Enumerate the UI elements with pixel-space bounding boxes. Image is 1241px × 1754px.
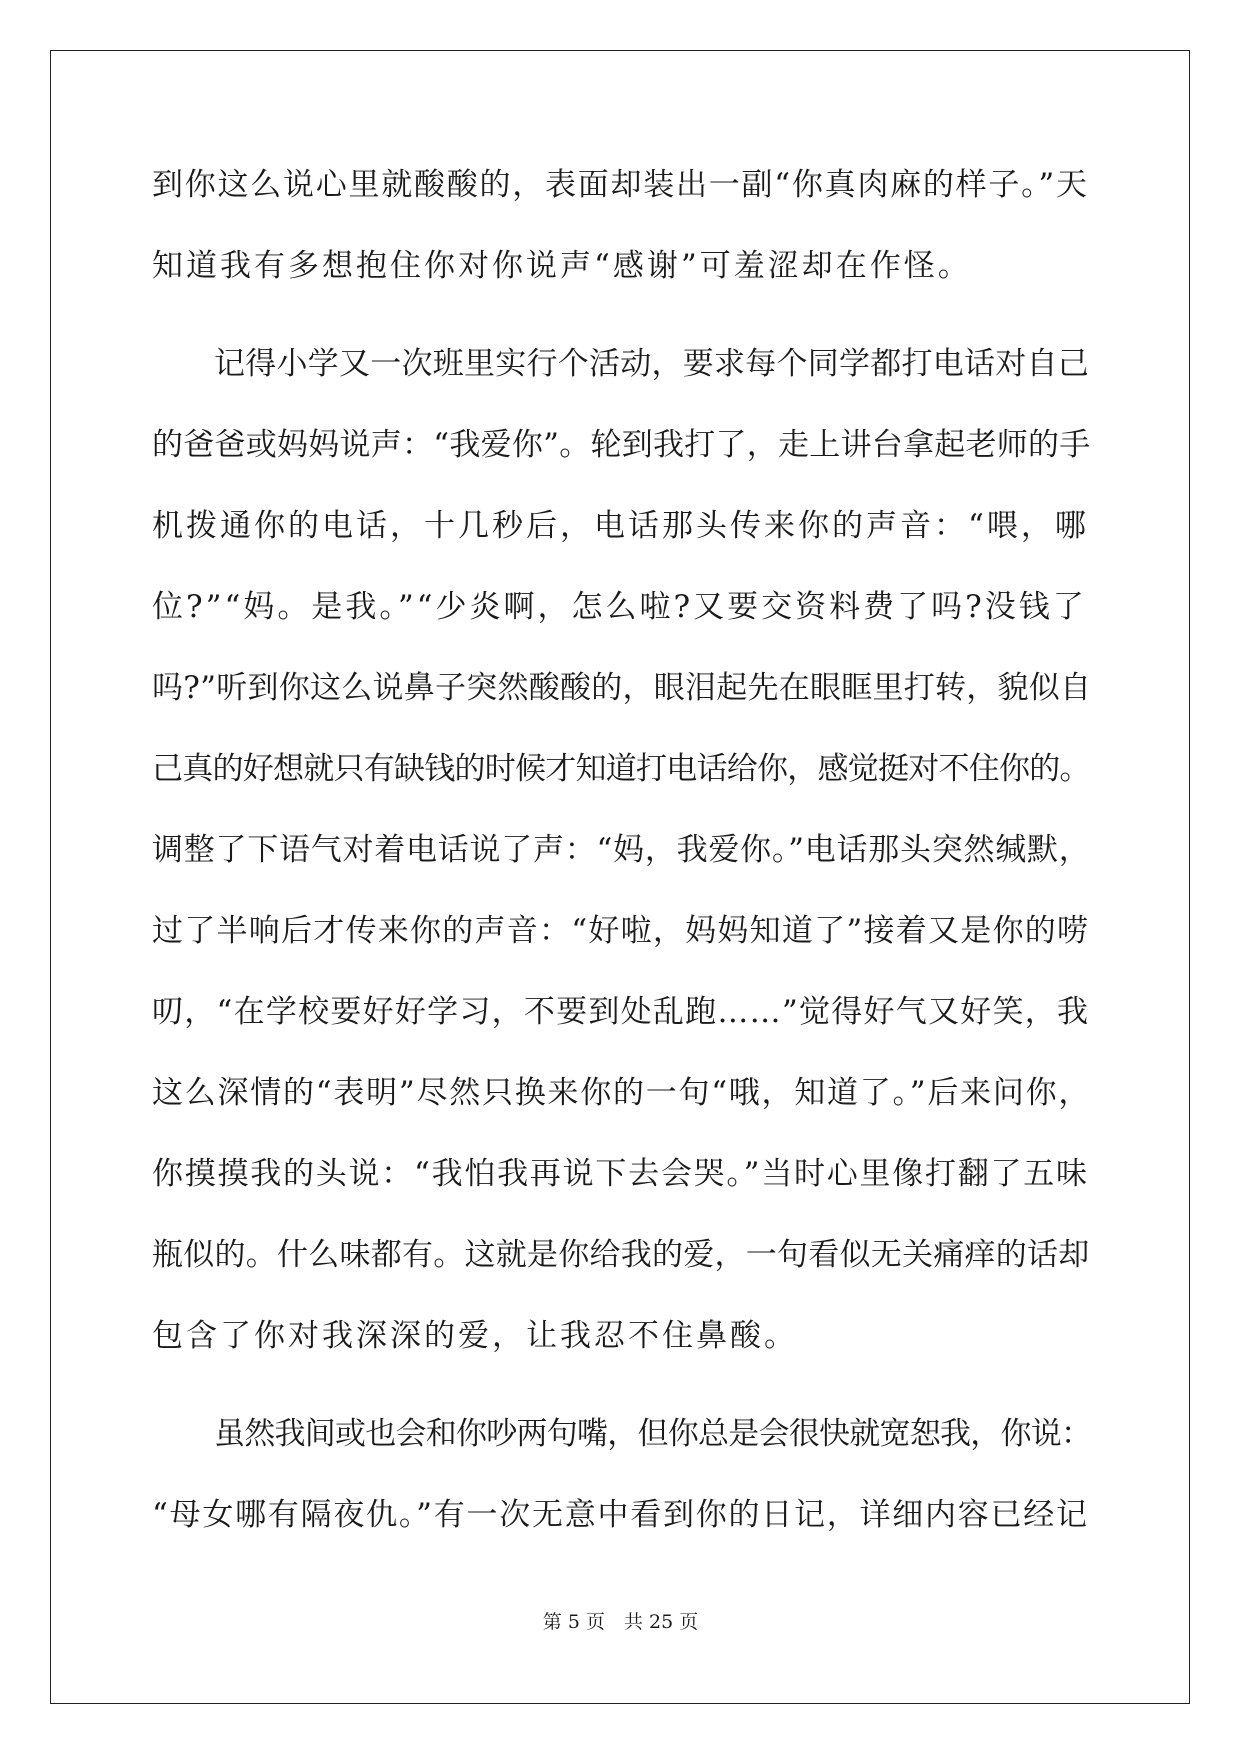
text-line: 到你这么说心里就酸酸的，表面却装出一副“你真肉麻的样子。”天 [152,167,1089,203]
text-line: 吗?”听到你这么说鼻子突然酸酸的，眼泪起先在眼眶里打转，貌似自 [152,670,1092,706]
text-line: 机拨通你的电话，十几秒后，电话那头传来你的声音：“喂，哪 [152,508,1089,544]
text-line: 包含了你对我深深的爱，让我忍不住鼻酸。 [152,1318,798,1354]
text-line: 叨，“在学校要好好学习，不要到处乱跑……”觉得好气又好笑，我 [152,994,1090,1030]
text-line: 瓶似的。什么味都有。这就是你给我的爱，一句看似无关痛痒的话却 [152,1237,1090,1273]
text-line: 调整了下语气对着电话说了声：“妈，我爱你。”电话那头突然缄默， [152,832,1091,868]
text-line: 你摸摸我的头说：“我怕我再说下去会哭。”当时心里像打翻了五味 [152,1156,1089,1192]
page-number-footer: 第 5 页 共 25 页 [542,1611,699,1633]
text-line: 的爸爸或妈妈说声：“我爱你”。轮到我打了，走上讲台拿起老师的手 [152,427,1091,463]
text-line: 己真的好想就只有缺钱的时候才知道打电话给你，感觉挺对不住你的。 [152,751,1090,787]
text-line: 位?”“妈。是我。”“少炎啊，怎么啦?又要交资料费了吗?没钱了 [152,589,1087,625]
text-line: 知道我有多想抱住你对你说声“感谢”可羞涩却在作怪。 [152,248,972,284]
text-line: 这么深情的“表明”尽然只换来你的一句“哦，知道了。”后来问你， [152,1075,1092,1111]
text-line: 过了半响后才传来你的声音：“好啦，妈妈知道了”接着又是你的唠 [152,913,1090,949]
paragraph-start-line: 记得小学又一次班里实行个活动，要求每个同学都打电话对自己 [214,346,1089,382]
text-line: “母女哪有隔夜仇。”有一次无意中看到你的日记，详细内容已经记 [152,1497,1089,1533]
paragraph-start-line: 虽然我间或也会和你吵两句嘴，但你总是会很快就宽恕我，你说： [214,1416,1092,1452]
